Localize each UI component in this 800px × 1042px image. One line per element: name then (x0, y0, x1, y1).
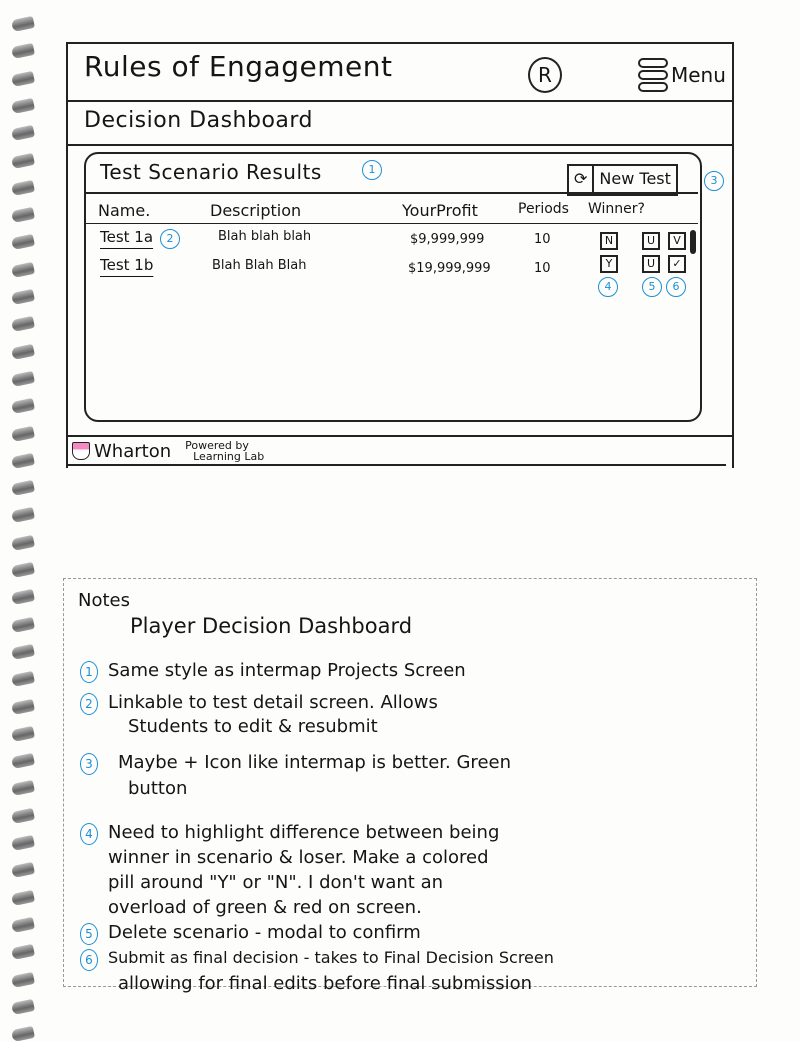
spiral-ring (11, 889, 35, 905)
new-test-label: New Test (599, 169, 671, 188)
wharton-logo (72, 441, 171, 462)
test-name-link[interactable]: Test 1a (100, 228, 154, 246)
note-line: allowing for final edits before final submission (118, 973, 533, 994)
refresh-icon: ⟳ (569, 166, 594, 194)
spiral-ring (11, 616, 35, 632)
divider (86, 223, 698, 224)
spiral-ring (11, 698, 35, 714)
delete-button[interactable]: U (642, 232, 660, 250)
spiral-ring (11, 125, 35, 141)
note-line: Same style as intermap Projects Screen (108, 660, 466, 681)
spiral-ring (11, 999, 35, 1015)
annotation-marker: 3 (704, 171, 724, 191)
note-line: Delete scenario - modal to confirm (108, 922, 421, 943)
notes-heading: Notes (78, 590, 130, 611)
note-line: Maybe + Icon like intermap is better. Green (118, 752, 511, 773)
annotation-marker: 2 (160, 229, 180, 249)
submit-button[interactable]: V (668, 232, 686, 250)
spiral-ring (11, 70, 35, 86)
spiral-ring (11, 562, 35, 578)
spiral-ring (11, 535, 35, 551)
spiral-ring (11, 589, 35, 605)
spiral-ring (11, 207, 35, 223)
new-test-button[interactable] (567, 164, 678, 196)
footer (72, 440, 264, 462)
column-header-periods: Periods (518, 201, 569, 217)
note-line: Submit as final decision - takes to Final Decision Screen (108, 948, 554, 967)
column-header-description: Description (210, 201, 302, 220)
brand-name: Wharton (94, 440, 172, 462)
note-line: Students to edit & resubmit (128, 716, 378, 737)
annotation-marker: 4 (598, 277, 618, 297)
spiral-ring (11, 289, 35, 305)
spiral-ring (11, 480, 35, 496)
spiral-ring (11, 16, 35, 32)
spiral-ring (11, 371, 35, 387)
scrollbar[interactable] (690, 230, 696, 254)
divider (66, 435, 732, 437)
panel-title: Test Scenario Results (100, 160, 322, 184)
column-header-name: Name. (98, 201, 151, 220)
spiral-ring (11, 262, 35, 278)
spiral-ring (11, 944, 35, 960)
winner-badge: Y (600, 255, 618, 273)
shield-icon (72, 442, 90, 460)
spiral-ring (11, 971, 35, 987)
annotation-marker: 5 (642, 277, 662, 297)
spiral-ring (11, 398, 35, 414)
spiral-ring (11, 507, 35, 523)
spiral-ring (11, 343, 35, 359)
spiral-ring (11, 671, 35, 687)
user-avatar[interactable]: R (528, 57, 562, 93)
menu-button[interactable] (638, 58, 726, 92)
profit-cell: $9,999,999 (410, 232, 485, 247)
spiral-ring (11, 43, 35, 59)
annotation-marker: 2 (80, 693, 98, 715)
note-line: winner in scenario & loser. Make a colored (108, 847, 489, 868)
spiral-ring (11, 780, 35, 796)
spiral-ring (11, 180, 35, 196)
hamburger-icon (638, 58, 668, 92)
menu-label: Menu (671, 63, 726, 87)
column-header-profit: YourProfit (402, 201, 478, 220)
divider (66, 100, 732, 102)
spiral-ring (11, 425, 35, 441)
periods-cell: 10 (534, 261, 551, 276)
notes-title: Player Decision Dashboard (130, 614, 413, 638)
spiral-ring (11, 98, 35, 114)
annotation-marker: 5 (80, 923, 98, 945)
spiral-ring (11, 862, 35, 878)
spiral-ring (11, 152, 35, 168)
note-line: button (128, 778, 188, 799)
note-line: pill around "Y" or "N". I don't want an (108, 872, 444, 893)
annotation-marker: 1 (362, 160, 382, 180)
app-title: Rules of Engagement (84, 50, 393, 83)
spiral-ring (11, 835, 35, 851)
profit-cell: $19,999,999 (408, 261, 491, 276)
annotation-marker: 1 (80, 661, 98, 683)
powered-by (185, 440, 264, 462)
winner-badge: N (600, 232, 618, 250)
delete-button[interactable]: U (642, 255, 660, 273)
description-cell: Blah Blah Blah (212, 258, 307, 273)
spiral-ring (11, 1026, 35, 1042)
periods-cell: 10 (534, 232, 551, 247)
divider (66, 144, 732, 146)
spiral-ring (11, 753, 35, 769)
note-line: overload of green & red on screen. (108, 897, 422, 918)
description-cell: Blah blah blah (218, 229, 312, 244)
note-line: Linkable to test detail screen. Allows (108, 692, 438, 713)
annotation-marker: 6 (666, 277, 686, 297)
powered-line-1: Powered by (185, 439, 249, 452)
annotation-marker: 6 (80, 949, 98, 971)
divider (66, 464, 726, 466)
column-header-winner: Winner? (588, 201, 645, 217)
note-line: Need to highlight difference between being (108, 822, 500, 843)
spiral-ring (11, 234, 35, 250)
test-name-link[interactable]: Test 1b (100, 256, 154, 274)
powered-line-2: Learning Lab (193, 450, 265, 463)
spiral-ring (11, 917, 35, 933)
spiral-ring (11, 453, 35, 469)
spiral-ring (11, 644, 35, 660)
page-title: Decision Dashboard (84, 108, 314, 133)
spiral-ring (11, 726, 35, 742)
spiral-ring (11, 808, 35, 824)
annotation-marker: 4 (80, 823, 98, 845)
submit-button[interactable]: ✓ (668, 255, 686, 273)
spiral-ring (11, 316, 35, 332)
annotation-marker: 3 (80, 753, 98, 775)
